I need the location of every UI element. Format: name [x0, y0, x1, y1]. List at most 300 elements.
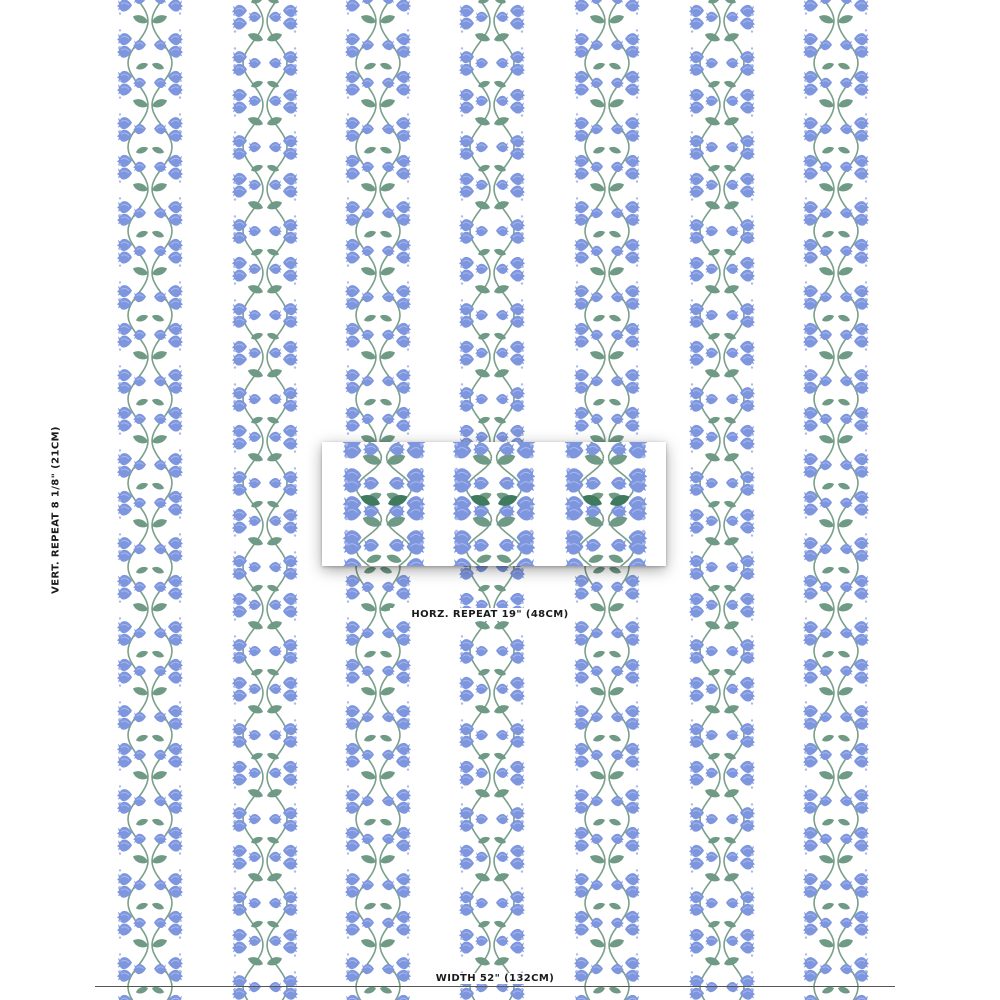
bellflower-icon — [283, 807, 298, 819]
bellflower-icon — [269, 600, 282, 610]
bellflower-icon — [382, 0, 395, 4]
bellflower-icon — [625, 419, 640, 431]
bellflower-icon — [396, 873, 411, 885]
leaf-icon — [707, 331, 721, 341]
bellflower-icon — [345, 285, 360, 297]
leaf-icon — [135, 61, 149, 71]
bellflower-icon — [625, 0, 640, 12]
bellflower-icon — [689, 269, 704, 281]
bellflower-icon — [133, 376, 146, 386]
bellflower-icon — [168, 335, 183, 347]
bellflower-icon — [705, 852, 718, 862]
leaf-icon — [250, 583, 264, 593]
bellflower-icon — [840, 208, 853, 218]
bellflower-icon — [133, 40, 146, 50]
bellflower-icon — [473, 505, 489, 518]
leaf-icon — [365, 552, 383, 565]
bellflower-icon — [574, 789, 589, 801]
bellflower-icon — [345, 335, 360, 347]
bellflower-icon — [269, 730, 282, 740]
bellflower-icon — [133, 124, 146, 134]
bellflower-icon — [269, 12, 282, 22]
bellflower-icon — [740, 135, 755, 147]
bellflower-icon — [840, 376, 853, 386]
leaf-icon — [607, 552, 625, 565]
bellflower-icon — [283, 387, 298, 399]
bellflower-icon — [840, 292, 853, 302]
leaf-icon — [587, 552, 605, 565]
leaf-icon — [247, 535, 265, 548]
leaf-icon — [592, 901, 606, 911]
bellflower-icon — [117, 839, 132, 851]
bellflower-icon — [133, 796, 146, 806]
bellflower-icon — [590, 208, 603, 218]
leaf-icon — [266, 619, 284, 632]
bellflower-icon — [510, 101, 525, 113]
bellflower-icon — [232, 689, 247, 701]
leaf-icon — [723, 451, 741, 464]
leaf-icon — [135, 145, 149, 155]
leaf-icon — [493, 79, 507, 89]
bellflower-icon — [117, 789, 132, 801]
leaf-icon — [704, 535, 722, 548]
bellflower-icon — [689, 605, 704, 617]
leaf-icon — [250, 79, 264, 89]
vine-stripe — [565, 442, 648, 566]
bellflower-icon — [345, 33, 360, 45]
swatch-closeup-pattern — [322, 442, 666, 566]
leaf-icon — [821, 901, 835, 911]
leaf-icon — [592, 397, 606, 407]
bellflower-icon — [854, 285, 869, 297]
bellflower-icon — [248, 898, 261, 908]
leaf-icon — [495, 552, 513, 565]
bellflower-icon — [726, 58, 739, 68]
bellflower-icon — [574, 83, 589, 95]
leaf-icon — [608, 229, 622, 239]
bellflower-icon — [689, 185, 704, 197]
bellflower-icon — [345, 839, 360, 851]
leaf-icon — [723, 163, 737, 173]
bellflower-icon — [854, 671, 869, 683]
swatch-leaf-group — [469, 492, 519, 508]
leaf-icon — [704, 703, 722, 716]
leaf-icon — [821, 481, 835, 491]
leaf-icon — [493, 919, 507, 929]
bellflower-icon — [133, 0, 146, 4]
bellflower-icon — [117, 705, 132, 717]
leaf-icon — [592, 61, 606, 71]
bellflower-icon — [611, 712, 624, 722]
bellflower-icon — [232, 857, 247, 869]
bellflower-icon — [168, 83, 183, 95]
leaf-icon — [135, 901, 149, 911]
leaf-icon — [723, 619, 741, 632]
bellflower-icon — [625, 285, 640, 297]
bellflower-icon — [705, 898, 718, 908]
bellflower-icon — [248, 264, 261, 274]
bellflower-icon — [611, 443, 627, 456]
bellflower-icon — [269, 936, 282, 946]
bellflower-icon — [740, 723, 755, 735]
bellflower-icon — [705, 516, 718, 526]
leaf-icon — [704, 619, 722, 632]
bellflower-icon — [382, 208, 395, 218]
leaf-icon — [723, 751, 737, 761]
bellflower-icon — [803, 537, 818, 549]
leaf-icon — [704, 283, 722, 296]
bellflower-icon — [574, 369, 589, 381]
bellflower-icon — [726, 936, 739, 946]
bellflower-icon — [475, 394, 488, 404]
bellflower-icon — [475, 814, 488, 824]
bellflower-icon — [345, 923, 360, 935]
leaf-icon — [266, 835, 280, 845]
bellflower-icon — [726, 264, 739, 274]
bellflower-icon — [269, 562, 282, 572]
leaf-icon — [723, 31, 741, 44]
width-marker — [95, 973, 895, 989]
bellflower-icon — [854, 705, 869, 717]
bellflower-icon — [625, 369, 640, 381]
leaf-icon — [363, 817, 377, 827]
leaf-icon — [151, 145, 165, 155]
bellflower-icon — [232, 605, 247, 617]
bellflower-icon — [117, 117, 132, 129]
leaf-icon — [592, 313, 606, 323]
bellflower-icon — [361, 292, 374, 302]
bellflower-icon — [382, 292, 395, 302]
bellflower-icon — [740, 521, 755, 533]
bellflower-icon — [803, 83, 818, 95]
bellflower-icon — [283, 723, 298, 735]
leaf-icon — [477, 751, 491, 761]
bellflower-icon — [740, 857, 755, 869]
bellflower-icon — [854, 587, 869, 599]
bellflower-icon — [689, 51, 704, 63]
leaf-icon — [379, 817, 393, 827]
leaf-icon — [477, 79, 491, 89]
bellflower-icon — [611, 477, 627, 490]
leaf-icon — [704, 787, 722, 800]
bellflower-icon — [574, 755, 589, 767]
bellflower-icon — [475, 684, 488, 694]
leaf-icon — [837, 145, 851, 155]
bellflower-icon — [726, 96, 739, 106]
bellflower-icon — [840, 628, 853, 638]
leaf-icon — [477, 247, 491, 257]
bellflower-icon — [705, 96, 718, 106]
bellflower-icon — [248, 180, 261, 190]
bellflower-icon — [396, 419, 411, 431]
bellflower-icon — [510, 639, 525, 651]
bellflower-icon — [117, 369, 132, 381]
bellflower-icon — [283, 135, 298, 147]
leaf-icon — [837, 229, 851, 239]
bellflower-icon — [803, 839, 818, 851]
bellflower-icon — [854, 369, 869, 381]
bellflower-icon — [819, 712, 832, 722]
leaf-icon — [707, 415, 721, 425]
bellflower-icon — [510, 269, 525, 281]
leaf-icon — [266, 163, 280, 173]
bellflower-icon — [854, 83, 869, 95]
leaf-icon — [363, 397, 377, 407]
leaf-icon — [247, 367, 265, 380]
leaf-icon — [266, 871, 284, 884]
bellflower-icon — [740, 185, 755, 197]
leaf-icon — [837, 61, 851, 71]
leaf-icon — [704, 115, 722, 128]
leaf-icon — [363, 229, 377, 239]
bellflower-icon — [459, 51, 474, 63]
bellflower-icon — [740, 605, 755, 617]
bellflower-icon — [283, 773, 298, 785]
bellflower-icon — [803, 33, 818, 45]
leaf-icon — [723, 247, 737, 257]
leaf-icon — [837, 565, 851, 575]
bellflower-icon — [611, 628, 624, 638]
bellflower-icon — [726, 898, 739, 908]
bellflower-icon — [625, 671, 640, 683]
bellflower-icon — [168, 755, 183, 767]
leaf-icon — [707, 499, 721, 509]
bellflower-icon — [345, 419, 360, 431]
leaf-icon — [493, 199, 511, 212]
bellflower-icon — [168, 251, 183, 263]
bellflower-icon — [705, 600, 718, 610]
bellflower-icon — [496, 898, 509, 908]
bellflower-icon — [854, 789, 869, 801]
bellflower-icon — [574, 419, 589, 431]
bellflower-icon — [574, 705, 589, 717]
bellflower-icon — [689, 723, 704, 735]
bellflower-icon — [840, 460, 853, 470]
bellflower-icon — [389, 539, 405, 552]
bellflower-icon — [705, 478, 718, 488]
bellflower-icon — [611, 539, 627, 552]
bellflower-icon — [803, 923, 818, 935]
bellflower-icon — [510, 773, 525, 785]
bellflower-icon — [168, 453, 183, 465]
bellflower-icon — [496, 180, 509, 190]
bellflower-icon — [819, 40, 832, 50]
bellflower-icon — [510, 353, 525, 365]
leaf-icon — [250, 919, 264, 929]
leaf-icon — [493, 583, 507, 593]
bellflower-icon — [854, 621, 869, 633]
leaf-icon — [493, 703, 511, 716]
bellflower-icon — [475, 264, 488, 274]
bellflower-icon — [689, 353, 704, 365]
bellflower-icon — [510, 185, 525, 197]
bellflower-icon — [689, 639, 704, 651]
bellflower-icon — [705, 684, 718, 694]
vine-stripe — [689, 0, 755, 1000]
leaf-icon — [707, 247, 721, 257]
bellflower-icon — [803, 117, 818, 129]
leaf-icon — [723, 535, 741, 548]
leaf-icon — [475, 552, 493, 565]
leaf-icon — [707, 79, 721, 89]
leaf-icon — [266, 115, 284, 128]
bellflower-icon — [705, 264, 718, 274]
bellflower-icon — [269, 180, 282, 190]
bellflower-icon — [854, 503, 869, 515]
bellflower-icon — [840, 124, 853, 134]
bellflower-icon — [168, 923, 183, 935]
bellflower-icon — [590, 40, 603, 50]
bellflower-icon — [168, 201, 183, 213]
bellflower-icon — [803, 705, 818, 717]
leaf-icon — [135, 397, 149, 407]
bellflower-icon — [510, 807, 525, 819]
bellflower-icon — [475, 852, 488, 862]
leaf-icon — [151, 397, 165, 407]
bellflower-icon — [248, 814, 261, 824]
bellflower-icon — [574, 0, 589, 12]
bellflower-icon — [232, 135, 247, 147]
bellflower-icon — [590, 124, 603, 134]
bellflower-icon — [496, 646, 509, 656]
bellflower-icon — [232, 639, 247, 651]
bellflower-icon — [283, 17, 298, 29]
bellflower-icon — [854, 117, 869, 129]
bellflower-icon — [854, 0, 869, 12]
leaf-icon — [250, 331, 264, 341]
bellflower-icon — [396, 117, 411, 129]
bellflower-icon — [496, 394, 509, 404]
bellflower-icon — [248, 684, 261, 694]
leaf-icon — [266, 331, 280, 341]
leaf-icon — [151, 229, 165, 239]
bellflower-icon — [819, 460, 832, 470]
leaf-icon — [477, 835, 491, 845]
swatch-leaf-group — [581, 492, 631, 508]
leaf-icon — [821, 817, 835, 827]
bellflower-icon — [803, 587, 818, 599]
leaf-icon — [474, 199, 492, 212]
leaf-icon — [723, 919, 737, 929]
bellflower-icon — [496, 432, 509, 442]
bellflower-icon — [740, 303, 755, 315]
bellflower-icon — [705, 814, 718, 824]
leaf-icon — [379, 733, 393, 743]
vine-stripe — [117, 0, 183, 1000]
bellflower-icon — [740, 891, 755, 903]
bellflower-icon — [510, 17, 525, 29]
bellflower-icon — [269, 646, 282, 656]
bellflower-icon — [283, 353, 298, 365]
width-dimension-line — [95, 986, 895, 987]
bellflower-icon — [117, 621, 132, 633]
bellflower-icon — [803, 285, 818, 297]
leaf-icon — [608, 565, 622, 575]
bellflower-icon — [133, 460, 146, 470]
leaf-icon — [493, 115, 511, 128]
bellflower-icon — [269, 142, 282, 152]
bellflower-icon — [705, 394, 718, 404]
bellflower-icon — [283, 521, 298, 533]
bellflower-icon — [854, 251, 869, 263]
bellflower-icon — [396, 201, 411, 213]
bellflower-icon — [459, 891, 474, 903]
bellflower-icon — [705, 180, 718, 190]
bellflower-icon — [803, 419, 818, 431]
bellflower-icon — [396, 0, 411, 12]
bellflower-icon — [625, 873, 640, 885]
bellflower-icon — [740, 689, 755, 701]
bellflower-icon — [574, 33, 589, 45]
bellflower-icon — [396, 167, 411, 179]
bellflower-icon — [389, 477, 405, 490]
bellflower-icon — [496, 96, 509, 106]
bellflower-icon — [248, 852, 261, 862]
bellflower-icon — [473, 539, 489, 552]
bellflower-icon — [854, 335, 869, 347]
bellflower-icon — [705, 768, 718, 778]
bellflower-icon — [459, 17, 474, 29]
bellflower-icon — [248, 394, 261, 404]
bellflower-icon — [283, 639, 298, 651]
bellflower-icon — [625, 251, 640, 263]
leaf-icon — [247, 31, 265, 44]
bellflower-icon — [117, 0, 132, 12]
bellflower-icon — [168, 0, 183, 12]
bellflower-icon — [574, 587, 589, 599]
bellflower-icon — [496, 852, 509, 862]
leaf-icon — [247, 199, 265, 212]
bellflower-icon — [117, 33, 132, 45]
leaf-icon — [151, 61, 165, 71]
bellflower-icon — [248, 142, 261, 152]
bellflower-icon — [396, 251, 411, 263]
bellflower-icon — [574, 957, 589, 969]
leaf-icon — [135, 565, 149, 575]
bellflower-icon — [510, 219, 525, 231]
bellflower-icon — [269, 852, 282, 862]
leaf-icon — [379, 565, 393, 575]
bellflower-icon — [496, 226, 509, 236]
bellflower-icon — [689, 773, 704, 785]
bellflower-icon — [585, 443, 601, 456]
leaf-icon — [704, 451, 722, 464]
bellflower-icon — [232, 303, 247, 315]
leaf-icon — [250, 835, 264, 845]
bellflower-icon — [283, 891, 298, 903]
bellflower-icon — [459, 353, 474, 365]
bellflower-icon — [590, 376, 603, 386]
bellflower-icon — [689, 941, 704, 953]
bellflower-icon — [803, 621, 818, 633]
width-label: WIDTH 52" (132CM) — [430, 973, 560, 984]
bellflower-icon — [232, 185, 247, 197]
bellflower-icon — [117, 957, 132, 969]
leaf-icon — [592, 649, 606, 659]
bellflower-icon — [819, 124, 832, 134]
leaf-icon — [608, 145, 622, 155]
bellflower-icon — [726, 600, 739, 610]
leaf-icon — [247, 787, 265, 800]
bellflower-icon — [510, 723, 525, 735]
bellflower-icon — [361, 208, 374, 218]
bellflower-icon — [232, 807, 247, 819]
bellflower-icon — [459, 773, 474, 785]
bellflower-icon — [168, 285, 183, 297]
bellflower-icon — [590, 0, 603, 4]
bellflower-icon — [269, 310, 282, 320]
leaf-icon — [266, 583, 280, 593]
